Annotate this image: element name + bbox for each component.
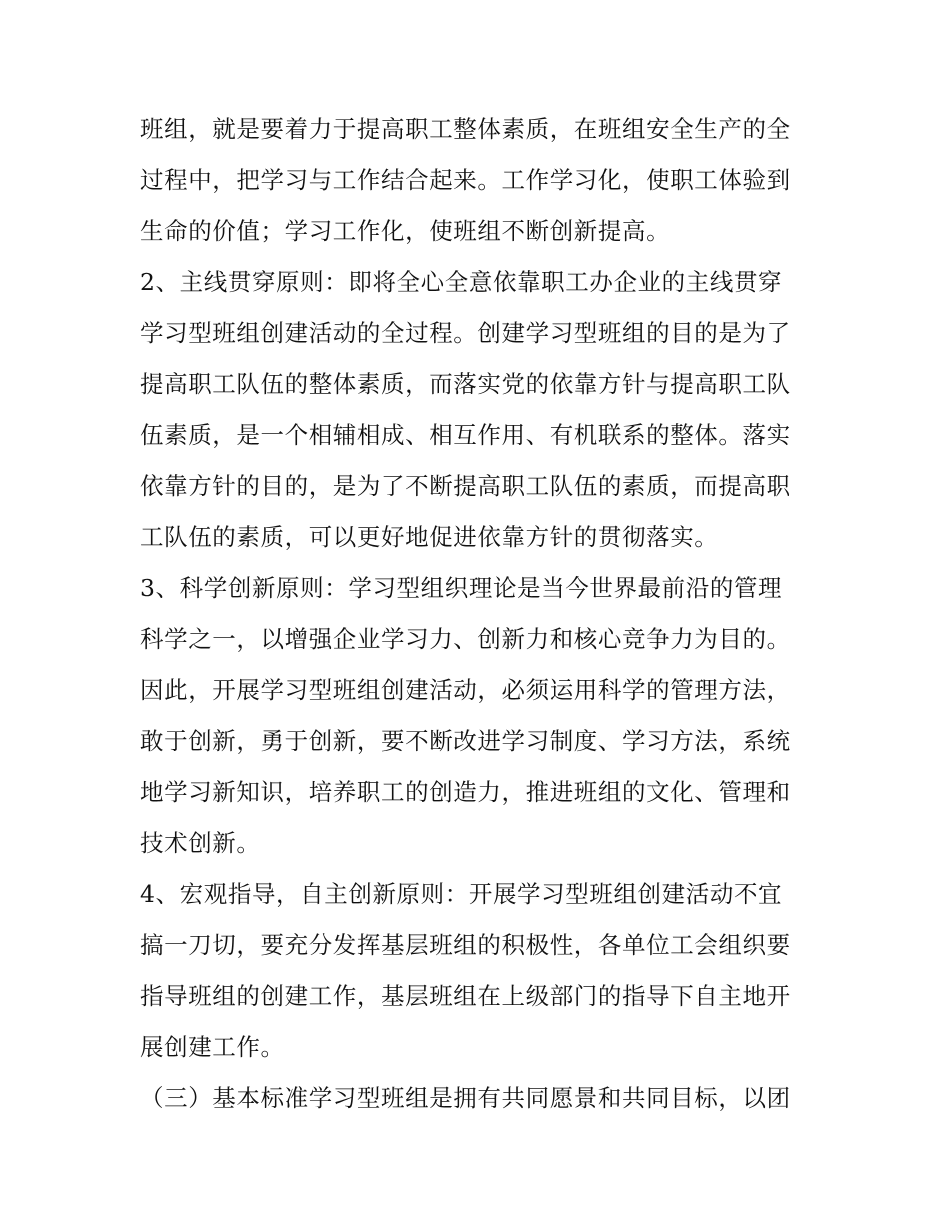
text-line: 依靠方针的目的，是为了不断提高职工队伍的素质，而提高职: [140, 472, 791, 500]
text-line: 学习型班组创建活动的全过程。创建学习型班组的目的是为了: [140, 319, 791, 347]
text-line: 因此，开展学习型班组创建活动，必须运用科学的管理方法，: [140, 676, 791, 704]
text-line: 地学习新知识，培养职工的创造力，推进班组的文化、管理和: [140, 778, 791, 806]
text-line: （三）基本标准学习型班组是拥有共同愿景和共同目标，以团: [140, 1084, 791, 1112]
text-line: 伍素质，是一个相辅相成、相互作用、有机联系的整体。落实: [140, 421, 791, 449]
text-line: 4、宏观指导，自主创新原则：开展学习型班组创建活动不宜: [140, 880, 783, 908]
text-line: 班组，就是要着力于提高职工整体素质，在班组安全生产的全: [140, 115, 791, 143]
text-line: 过程中，把学习与工作结合起来。工作学习化，使职工体验到: [140, 166, 791, 194]
text-line: 指导班组的创建工作，基层班组在上级部门的指导下自主地开: [140, 982, 791, 1010]
text-line: 2、主线贯穿原则：即将全心全意依靠职工办企业的主线贯穿: [140, 268, 783, 296]
text-line: 搞一刀切，要充分发挥基层班组的积极性，各单位工会组织要: [140, 931, 791, 959]
text-line: 敢于创新，勇于创新，要不断改进学习制度、学习方法，系统: [140, 727, 791, 755]
text-line: 生命的价值；学习工作化，使班组不断创新提高。: [140, 217, 671, 245]
text-line: 科学之一，以增强企业学习力、创新力和核心竞争力为目的。: [140, 625, 791, 653]
text-line: 展创建工作。: [140, 1033, 285, 1061]
text-line: 技术创新。: [140, 829, 261, 857]
text-line: 工队伍的素质，可以更好地促进依靠方针的贯彻落实。: [140, 523, 719, 551]
text-line: 提高职工队伍的整体素质，而落实党的依靠方针与提高职工队: [140, 370, 791, 398]
text-line: 3、科学创新原则：学习型组织理论是当今世界最前沿的管理: [140, 574, 783, 602]
